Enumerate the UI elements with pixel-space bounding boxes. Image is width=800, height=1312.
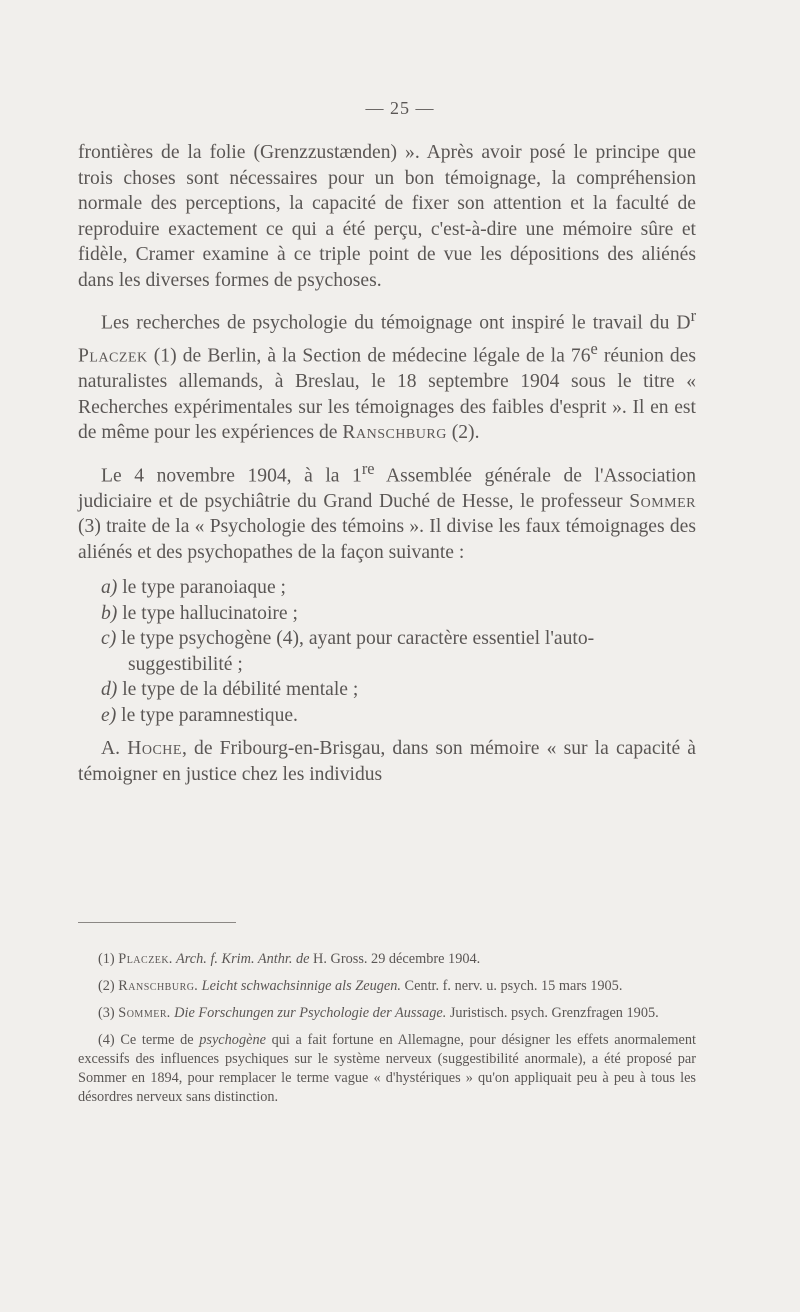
- page-number: — 25 —: [365, 98, 435, 118]
- footnote-4: (4) Ce terme de psychogène qui a fait fortune en Allemagne, pour désigner les effets anormalement excessifs des influences psychiques sur le système nerveux (suggestibilité anormale), a été proposé par Sommer en 1894, pour remplacer le terme vague « d'hystériques » qu'on appliquait peu à peu à tous les désordres nerveux sans distinction.: [78, 1032, 696, 1105]
- list-item: e) le type paramnestique.: [101, 704, 298, 726]
- body-text: [78, 140, 696, 797]
- list-item: b) le type hallucinatoire ;: [101, 602, 298, 624]
- footnote-1: (1) Placzek. Arch. f. Krim. Anthr. de H. Gross. 29 décembre 1904.: [98, 951, 481, 967]
- author-sommer: Sommer: [629, 490, 696, 512]
- paragraph-2: Les recherches de psychologie du témoignage ont inspiré le travail du $D^r$ Placzek (1) de Berlin, à la Section de médecine légale de la 76e réunion des naturalistes allemands, à Breslau, le 18 septembre 1904 sous le titre « Recherches expérimentales sur les témoignages des faibles d'esprit ». Il en est de même pour les expériences de Ranschburg (2).: [78, 306, 696, 444]
- paragraph-4: A. Hoche, de Fribourg-en-Brisgau, dans son mémoire « sur la capacité à témoigner en justice chez les individus: [78, 738, 696, 785]
- footnote-3: (3) Sommer. Die Forschungen zur Psychologie der Aussage. Juristisch. psych. Grenzfragen 1905.: [98, 1005, 659, 1021]
- list-item: a) le type paranoiaque ;: [101, 577, 286, 599]
- footnotes: [78, 950, 696, 1115]
- author-hoche: Hoche: [127, 738, 182, 760]
- list-item: c) le type psychogène (4), ayant pour caractère essentiel l'auto-suggestibilité ;: [101, 628, 595, 675]
- paragraph-3: Le 4 novembre 1904, à la 1re Assemblée générale de l'Association judiciaire et de psychiâtrie du Grand Duché de Hesse, le professeur Sommer (3) traite de la « Psychologie des témoins ». Il divise les faux témoignages des aliénés et des psychopathes de la façon suivante :: [78, 458, 696, 563]
- paragraph-1: frontières de la folie (Grenzzustænden) ». Après avoir posé le principe que trois choses sont nécessaires pour un bon témoignage, la compréhension normale des perceptions, la capacité de fixer son attention et la faculté de reproduire exactement ce qui a été perçu, c'est-à-dire une mémoire sûre et fidèle, Cramer examine à ce triple point de vue les dépositions des aliénés dans les diverses formes de psychoses.: [78, 142, 696, 291]
- list-item: d) le type de la débilité mentale ;: [101, 679, 359, 701]
- types-list: [78, 575, 696, 728]
- author-placzek: Placzek: [78, 345, 148, 367]
- footnote-divider: [78, 922, 236, 923]
- author-ranschburg: Ranschburg: [342, 422, 447, 444]
- footnote-2: (2) Ranschburg. Leicht schwachsinnige als Zeugen. Centr. f. nerv. u. psych. 15 mars 1905.: [98, 978, 623, 994]
